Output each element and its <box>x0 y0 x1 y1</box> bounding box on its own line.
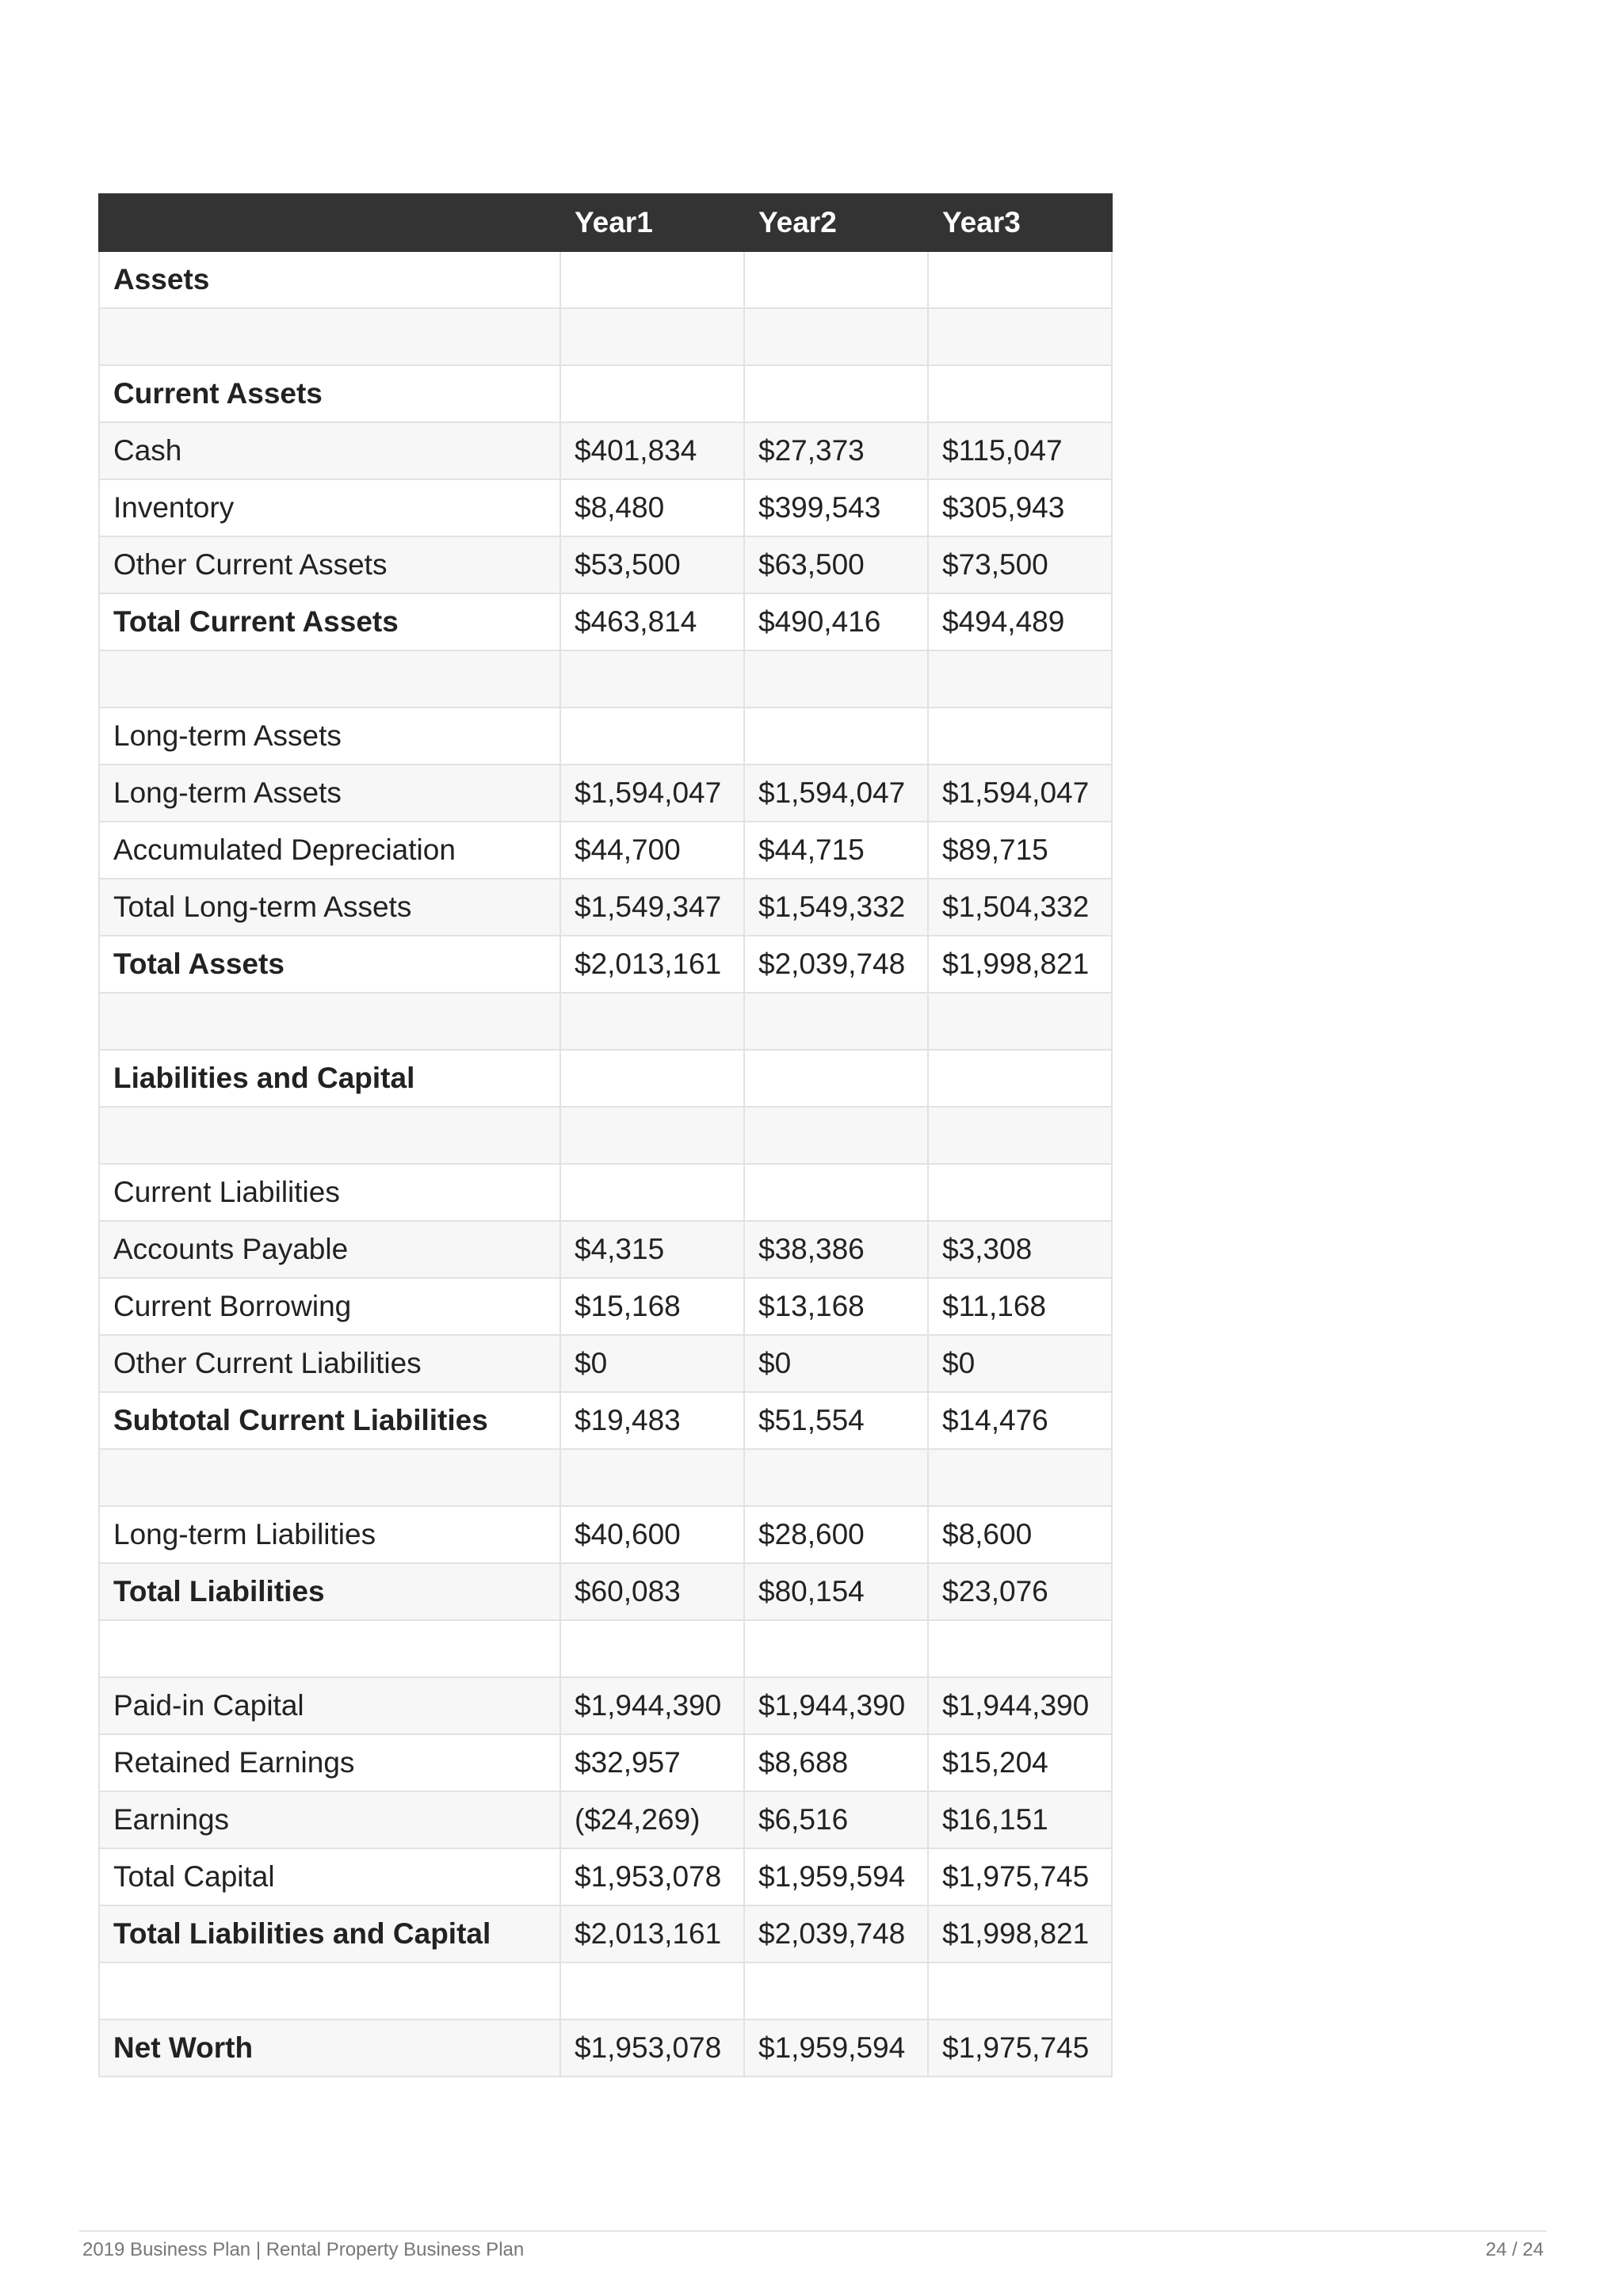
year1-value <box>560 365 744 422</box>
year1-value <box>560 1107 744 1164</box>
year2-value: $1,944,390 <box>744 1677 928 1734</box>
year3-value <box>928 1962 1112 2019</box>
row-label: Earnings <box>99 1791 560 1848</box>
year3-value <box>928 1620 1112 1677</box>
row-label: Total Assets <box>99 936 560 993</box>
year2-value <box>744 1107 928 1164</box>
year3-value <box>928 365 1112 422</box>
year3-value: $1,998,821 <box>928 936 1112 993</box>
year1-value <box>560 993 744 1050</box>
year3-value: $16,151 <box>928 1791 1112 1848</box>
year1-value: $0 <box>560 1335 744 1392</box>
year2-value: $28,600 <box>744 1506 928 1563</box>
table-row <box>99 1905 1112 1962</box>
year2-value: $51,554 <box>744 1392 928 1449</box>
row-label <box>99 993 560 1050</box>
year2-value: $1,549,332 <box>744 879 928 936</box>
year2-value <box>744 993 928 1050</box>
year1-value: $1,944,390 <box>560 1677 744 1734</box>
year2-value: $8,688 <box>744 1734 928 1791</box>
row-label: Paid-in Capital <box>99 1677 560 1734</box>
year1-value: $2,013,161 <box>560 1905 744 1962</box>
row-label: Total Liabilities <box>99 1563 560 1620</box>
year2-value <box>744 650 928 707</box>
row-label <box>99 1620 560 1677</box>
footer-divider <box>79 2230 1547 2232</box>
year2-value <box>744 1620 928 1677</box>
table-row <box>99 308 1112 365</box>
table-row <box>99 536 1112 593</box>
year1-value: $401,834 <box>560 422 744 479</box>
footer-page-number: 24 / 24 <box>1485 2239 1544 2260</box>
year1-value: ($24,269) <box>560 1791 744 1848</box>
year3-value: $1,504,332 <box>928 879 1112 936</box>
year3-value <box>928 308 1112 365</box>
year1-value: $1,549,347 <box>560 879 744 936</box>
year2-value <box>744 308 928 365</box>
year2-value <box>744 707 928 765</box>
year3-value: $89,715 <box>928 822 1112 879</box>
table-row <box>99 765 1112 822</box>
table-row <box>99 593 1112 650</box>
year1-value: $60,083 <box>560 1563 744 1620</box>
year3-value: $494,489 <box>928 593 1112 650</box>
row-label: Other Current Liabilities <box>99 1335 560 1392</box>
table-row <box>99 1050 1112 1107</box>
row-label: Current Borrowing <box>99 1278 560 1335</box>
table-row <box>99 1677 1112 1734</box>
row-label: Total Capital <box>99 1848 560 1905</box>
table-row <box>99 936 1112 993</box>
year1-value <box>560 650 744 707</box>
year3-value: $73,500 <box>928 536 1112 593</box>
table-body <box>99 251 1112 2077</box>
table-row <box>99 1278 1112 1335</box>
footer-document-title: 2019 Business Plan | Rental Property Business Plan <box>82 2239 525 2260</box>
year2-value: $490,416 <box>744 593 928 650</box>
table-row <box>99 1620 1112 1677</box>
header-cell-year1: Year1 <box>560 194 744 251</box>
header-cell-year3: Year3 <box>928 194 1112 251</box>
year2-value: $6,516 <box>744 1791 928 1848</box>
table-row <box>99 707 1112 765</box>
row-label: Long-term Assets <box>99 765 560 822</box>
year2-value <box>744 1449 928 1506</box>
row-label: Assets <box>99 251 560 308</box>
row-label: Current Assets <box>99 365 560 422</box>
year1-value <box>560 1962 744 2019</box>
year3-value: $8,600 <box>928 1506 1112 1563</box>
header-row <box>99 194 1112 251</box>
year3-value <box>928 1449 1112 1506</box>
row-label: Total Liabilities and Capital <box>99 1905 560 1962</box>
year2-value: $1,594,047 <box>744 765 928 822</box>
year2-value: $1,959,594 <box>744 1848 928 1905</box>
year2-value <box>744 251 928 308</box>
year3-value: $23,076 <box>928 1563 1112 1620</box>
row-label <box>99 650 560 707</box>
table-row <box>99 1848 1112 1905</box>
table-row <box>99 1563 1112 1620</box>
year3-value <box>928 1164 1112 1221</box>
year2-value: $63,500 <box>744 536 928 593</box>
row-label: Subtotal Current Liabilities <box>99 1392 560 1449</box>
table-row <box>99 1962 1112 2019</box>
year1-value: $463,814 <box>560 593 744 650</box>
year2-value: $44,715 <box>744 822 928 879</box>
year2-value: $0 <box>744 1335 928 1392</box>
year3-value <box>928 1050 1112 1107</box>
table-row <box>99 1164 1112 1221</box>
row-label <box>99 1107 560 1164</box>
year2-value <box>744 1962 928 2019</box>
year3-value <box>928 1107 1112 1164</box>
year1-value <box>560 1050 744 1107</box>
row-label: Inventory <box>99 479 560 536</box>
year3-value: $1,975,745 <box>928 1848 1112 1905</box>
header-cell-year2: Year2 <box>744 194 928 251</box>
row-label: Cash <box>99 422 560 479</box>
year1-value <box>560 1164 744 1221</box>
year1-value: $8,480 <box>560 479 744 536</box>
table-row <box>99 1221 1112 1278</box>
year1-value: $1,953,078 <box>560 2019 744 2077</box>
year3-value: $0 <box>928 1335 1112 1392</box>
year2-value <box>744 1050 928 1107</box>
year1-value: $44,700 <box>560 822 744 879</box>
row-label: Total Current Assets <box>99 593 560 650</box>
year1-value: $19,483 <box>560 1392 744 1449</box>
year3-value <box>928 707 1112 765</box>
year3-value <box>928 993 1112 1050</box>
year3-value: $305,943 <box>928 479 1112 536</box>
row-label: Retained Earnings <box>99 1734 560 1791</box>
year3-value: $1,594,047 <box>928 765 1112 822</box>
table-row <box>99 1449 1112 1506</box>
year1-value: $4,315 <box>560 1221 744 1278</box>
year1-value: $2,013,161 <box>560 936 744 993</box>
year1-value: $1,594,047 <box>560 765 744 822</box>
year3-value: $1,944,390 <box>928 1677 1112 1734</box>
year3-value: $115,047 <box>928 422 1112 479</box>
year3-value: $1,975,745 <box>928 2019 1112 2077</box>
year2-value: $1,959,594 <box>744 2019 928 2077</box>
year3-value: $14,476 <box>928 1392 1112 1449</box>
year1-value: $1,953,078 <box>560 1848 744 1905</box>
year2-value: $27,373 <box>744 422 928 479</box>
table-row <box>99 2019 1112 2077</box>
table-row <box>99 479 1112 536</box>
table-row <box>99 1392 1112 1449</box>
row-label: Net Worth <box>99 2019 560 2077</box>
row-label: Long-term Assets <box>99 707 560 765</box>
year2-value: $399,543 <box>744 479 928 536</box>
year1-value: $15,168 <box>560 1278 744 1335</box>
table-row <box>99 993 1112 1050</box>
header-cell-label <box>99 194 560 251</box>
table-row <box>99 1791 1112 1848</box>
table-row <box>99 1734 1112 1791</box>
year2-value: $2,039,748 <box>744 936 928 993</box>
year1-value: $32,957 <box>560 1734 744 1791</box>
year3-value <box>928 650 1112 707</box>
table-row <box>99 879 1112 936</box>
year1-value <box>560 251 744 308</box>
year1-value: $53,500 <box>560 536 744 593</box>
year2-value: $38,386 <box>744 1221 928 1278</box>
table-row <box>99 822 1112 879</box>
table-row <box>99 365 1112 422</box>
row-label: Accounts Payable <box>99 1221 560 1278</box>
year2-value <box>744 365 928 422</box>
row-label: Total Long-term Assets <box>99 879 560 936</box>
year1-value <box>560 1620 744 1677</box>
row-label <box>99 308 560 365</box>
row-label: Other Current Assets <box>99 536 560 593</box>
balance-sheet-table <box>98 193 1113 2077</box>
year2-value: $80,154 <box>744 1563 928 1620</box>
table-row <box>99 422 1112 479</box>
year3-value: $11,168 <box>928 1278 1112 1335</box>
year1-value <box>560 308 744 365</box>
table-row <box>99 1107 1112 1164</box>
year3-value: $15,204 <box>928 1734 1112 1791</box>
year3-value: $3,308 <box>928 1221 1112 1278</box>
year1-value: $40,600 <box>560 1506 744 1563</box>
table-row <box>99 650 1112 707</box>
row-label: Accumulated Depreciation <box>99 822 560 879</box>
table-row <box>99 251 1112 308</box>
row-label: Current Liabilities <box>99 1164 560 1221</box>
table-header <box>99 194 1112 251</box>
table-row <box>99 1335 1112 1392</box>
year1-value <box>560 1449 744 1506</box>
row-label: Long-term Liabilities <box>99 1506 560 1563</box>
table-row <box>99 1506 1112 1563</box>
year1-value <box>560 707 744 765</box>
year3-value <box>928 251 1112 308</box>
year2-value: $13,168 <box>744 1278 928 1335</box>
row-label: Liabilities and Capital <box>99 1050 560 1107</box>
row-label <box>99 1449 560 1506</box>
year2-value: $2,039,748 <box>744 1905 928 1962</box>
year3-value: $1,998,821 <box>928 1905 1112 1962</box>
row-label <box>99 1962 560 2019</box>
year2-value <box>744 1164 928 1221</box>
